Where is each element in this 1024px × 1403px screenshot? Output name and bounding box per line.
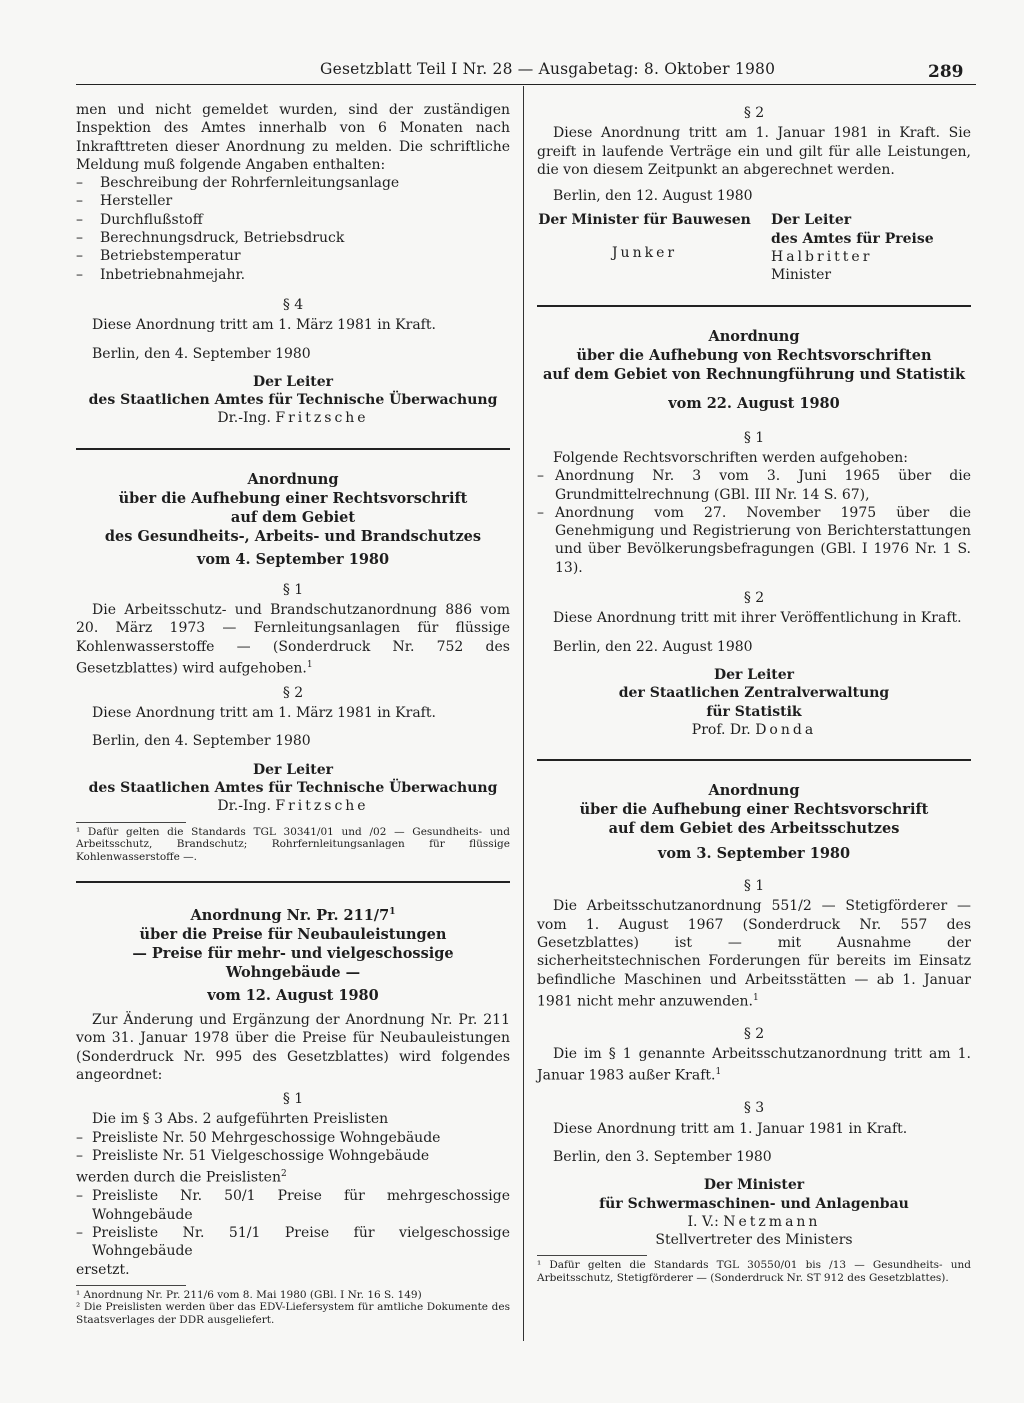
signature-title: Der Minister xyxy=(703,1177,805,1194)
list-item: – Preisliste Nr. 50/1 Preise für mehrgeschossige Wohngebäude xyxy=(76,1188,510,1223)
section-heading: § 4 xyxy=(282,296,304,313)
section-heading: § 2 xyxy=(743,1025,765,1042)
list-item: – Durchflußstoff xyxy=(76,211,203,228)
place-date: Berlin, den 4. September 1980 xyxy=(92,733,311,750)
decree-title: über die Aufhebung einer Rechtsvorschrift xyxy=(579,801,929,819)
page-header: Gesetzblatt Teil I Nr. 28 — Ausgabetag: 8. Oktober 1980 xyxy=(320,60,776,78)
section-heading: § 1 xyxy=(282,1091,304,1108)
list-item: – Anordnung Nr. 3 vom 3. Juni 1965 über die Grundmittelrechnung (GBl. III Nr. 14 S. 67), xyxy=(537,468,971,503)
signature-title: Der Leiter xyxy=(713,666,795,683)
section-text: ersetzt. xyxy=(76,1261,130,1278)
decree-title: über die Aufhebung von Rechtsvorschriften xyxy=(576,346,932,364)
intro-text: men und nicht gemeldet wurden, sind der zuständigen Inspektion des Amtes innerhalb von 6 Monaten nach Inkrafttreten dieser Anordnung zu melden. Die schriftliche Meldung muß folgende Angaben enthalten: xyxy=(76,102,510,173)
decree-intro: Zur Änderung und Ergänzung der Anordnung Nr. Pr. 211 vom 31. Januar 1978 über die Preise für Neubauleistungen (Sonderdruck Nr. 995 des Gesetzblattes) wird folgendes angeordnet: xyxy=(76,1012,510,1083)
signature-title: für Statistik xyxy=(706,703,802,720)
section-text: Die Arbeitsschutz- und Brandschutzanordnung 886 vom 20. März 1973 — Fernleitungsanlagen für flüssige Kohlenwasserstoffe — (Sonderdruck Nr. 752 des Gesetzblattes) wird aufgehoben.$^1$ xyxy=(76,602,510,677)
decree-date: vom 22. August 1980 xyxy=(668,394,840,412)
decree-title: auf dem Gebiet xyxy=(230,508,356,526)
place-date: Berlin, den 22. August 1980 xyxy=(553,638,753,655)
decree-title: des Gesundheits-, Arbeits- und Brandschutzes xyxy=(104,527,482,545)
section-text: Die Arbeitsschutzanordnung 551/2 — Stetigförderer — vom 1. August 1967 (Sonderdruck Nr. 557 des Gesetzblattes) ist — mit Ausnahme der sicherheitstechnischen Forderungen für bereits im Einsatz befindliche Maschinen und Arbeitsstätten — ab 1. Januar 1981 nicht mehr anzuwenden.$^1$ xyxy=(537,898,971,1010)
section-text: Folgende Rechtsvorschriften werden aufgehoben: xyxy=(553,449,909,466)
column-divider xyxy=(523,86,524,1341)
section-heading: § 1 xyxy=(282,581,304,598)
intro-list xyxy=(76,174,510,284)
list-item: – Hersteller xyxy=(76,193,173,210)
decree-date: vom 4. September 1980 xyxy=(196,550,390,568)
signature-title: Der Leiter xyxy=(252,373,334,390)
footnote: ¹ Anordnung Nr. Pr. 211/6 vom 8. Mai 1980 (GBl. I Nr. 16 S. 149) xyxy=(76,1288,422,1301)
signature-name: Junker xyxy=(611,244,678,261)
footnote: ¹ Dafür gelten die Standards TGL 30341/01 und /02 — Gesundheits- und Arbeitsschutz, Brandschutz; Rohrfernleitungsanlagen für flüssige Kohlenwasserstoffe —. xyxy=(76,825,510,863)
footnote: ² Die Preislisten werden über das EDV-Liefersystem für amtliche Dokumente des Staatsverlages der DDR ausgeliefert. xyxy=(76,1301,510,1326)
footnote-rule xyxy=(76,1285,186,1286)
section-text: Diese Anordnung tritt am 1. März 1981 in Kraft. xyxy=(92,705,436,722)
decree-title: Anordnung Nr. Pr. $211/7^1$ xyxy=(190,907,396,924)
footnote: ¹ Dafür gelten die Standards TGL 30550/01 bis /13 — Gesundheits- und Arbeitsschutz, Stetigförderer — (Sonderdruck Nr. ST 912 des Gesetzblattes). xyxy=(537,1259,971,1284)
footnote-rule xyxy=(537,1255,647,1256)
list-item: – Preisliste Nr. 51/1 Preise für vielgeschossige Wohngebäude xyxy=(76,1224,510,1260)
signature-title: für Schwermaschinen- und Anlagenbau xyxy=(599,1195,909,1212)
signature-title: des Amtes für Preise xyxy=(771,230,934,247)
list-item: – Inbetriebnahmejahr. xyxy=(76,266,246,283)
section-text: Die im § 3 Abs. 2 aufgeführten Preislisten xyxy=(92,1111,389,1128)
signature-name: Dr.-Ing. Fritzsche xyxy=(217,410,369,427)
list-item: – Preisliste Nr. 51 Vielgeschossige Wohngebäude xyxy=(76,1148,430,1165)
decree-title: Anordnung xyxy=(708,782,800,800)
place-date: Berlin, den 4. September 1980 xyxy=(92,345,311,362)
decree-title: Anordnung xyxy=(247,470,339,488)
section-heading: § 1 xyxy=(743,878,765,895)
signature-name: Halbritter xyxy=(771,249,873,266)
section-text: Diese Anordnung tritt am 1. März 1981 in Kraft. xyxy=(92,317,436,334)
signature-title: Der Minister für Bauwesen xyxy=(538,212,751,229)
section-heading: § 2 xyxy=(282,684,304,701)
decree-date: vom 12. August 1980 xyxy=(207,987,379,1004)
list-item: – Anordnung vom 27. November 1975 über die Genehmigung und Registrierung von Berichterstattungen und über Bevölkerungsbefragungen (GBl. I 1976 Nr. 1 S. 13). xyxy=(537,504,971,576)
place-date: Berlin, den 12. August 1980 xyxy=(553,188,753,205)
signature-role: Minister xyxy=(771,267,832,284)
signature-name: I. V.: Netzmann xyxy=(687,1213,821,1230)
section-heading: § 2 xyxy=(743,590,765,607)
signature-name: Dr.-Ing. Fritzsche xyxy=(217,798,369,815)
list-item: – Betriebstemperatur xyxy=(76,248,241,265)
left-column xyxy=(76,101,510,1326)
decree-title: über die Aufhebung einer Rechtsvorschrift xyxy=(118,489,468,507)
right-column xyxy=(537,101,971,1284)
signature-title: des Staatlichen Amtes für Technische Überwachung xyxy=(88,392,498,409)
list-item: – Berechnungsdruck, Betriebsdruck xyxy=(76,230,345,247)
header-rule xyxy=(76,84,976,85)
decree-title: — Preise für mehr- und vielgeschossige Wohngebäude — xyxy=(132,945,454,981)
section-text: Diese Anordnung tritt am 1. Januar 1981 in Kraft. Sie greift in laufende Verträge ein und gilt für alle Leistungen, die von diesem Zeitpunkt an abgerechnet werden. xyxy=(537,125,971,178)
section-heading: § 2 xyxy=(743,105,765,121)
section-heading: § 3 xyxy=(743,1100,765,1117)
signature-title: der Staatlichen Zentralverwaltung xyxy=(618,685,890,702)
footnote-rule xyxy=(76,822,186,823)
section-heading: § 1 xyxy=(743,429,765,446)
signature-title: Der Leiter xyxy=(252,761,334,778)
page-number: 289 xyxy=(928,62,964,82)
signature-title: des Staatlichen Amtes für Technische Überwachung xyxy=(88,780,498,797)
decree-title: über die Preise für Neubauleistungen xyxy=(139,926,447,943)
signature-name: Prof. Dr. Donda xyxy=(691,721,817,738)
section-text: werden durch die Preislisten$^2$ xyxy=(76,1169,287,1187)
section-text: Diese Anordnung tritt mit ihrer Veröffentlichung in Kraft. xyxy=(553,610,962,627)
signature-role: Stellvertreter des Ministers xyxy=(655,1232,853,1249)
list-item: – Preisliste Nr. 50 Mehrgeschossige Wohngebäude xyxy=(76,1129,441,1146)
decree-title: Anordnung xyxy=(708,327,800,345)
decree-date: vom 3. September 1980 xyxy=(657,845,851,863)
signature-title: Der Leiter xyxy=(771,212,852,229)
section-text: Diese Anordnung tritt am 1. Januar 1981 in Kraft. xyxy=(553,1120,908,1137)
signature-block xyxy=(537,211,971,284)
section-text: Die im § 1 genannte Arbeitsschutzanordnung tritt am 1. Januar 1983 außer Kraft.$^1$ xyxy=(537,1046,971,1085)
decree-title: auf dem Gebiet des Arbeitsschutzes xyxy=(608,820,900,838)
decree-title: auf dem Gebiet von Rechnungführung und Statistik xyxy=(543,365,965,383)
list-item: – Beschreibung der Rohrfernleitungsanlage xyxy=(76,175,400,192)
place-date: Berlin, den 3. September 1980 xyxy=(553,1149,772,1165)
